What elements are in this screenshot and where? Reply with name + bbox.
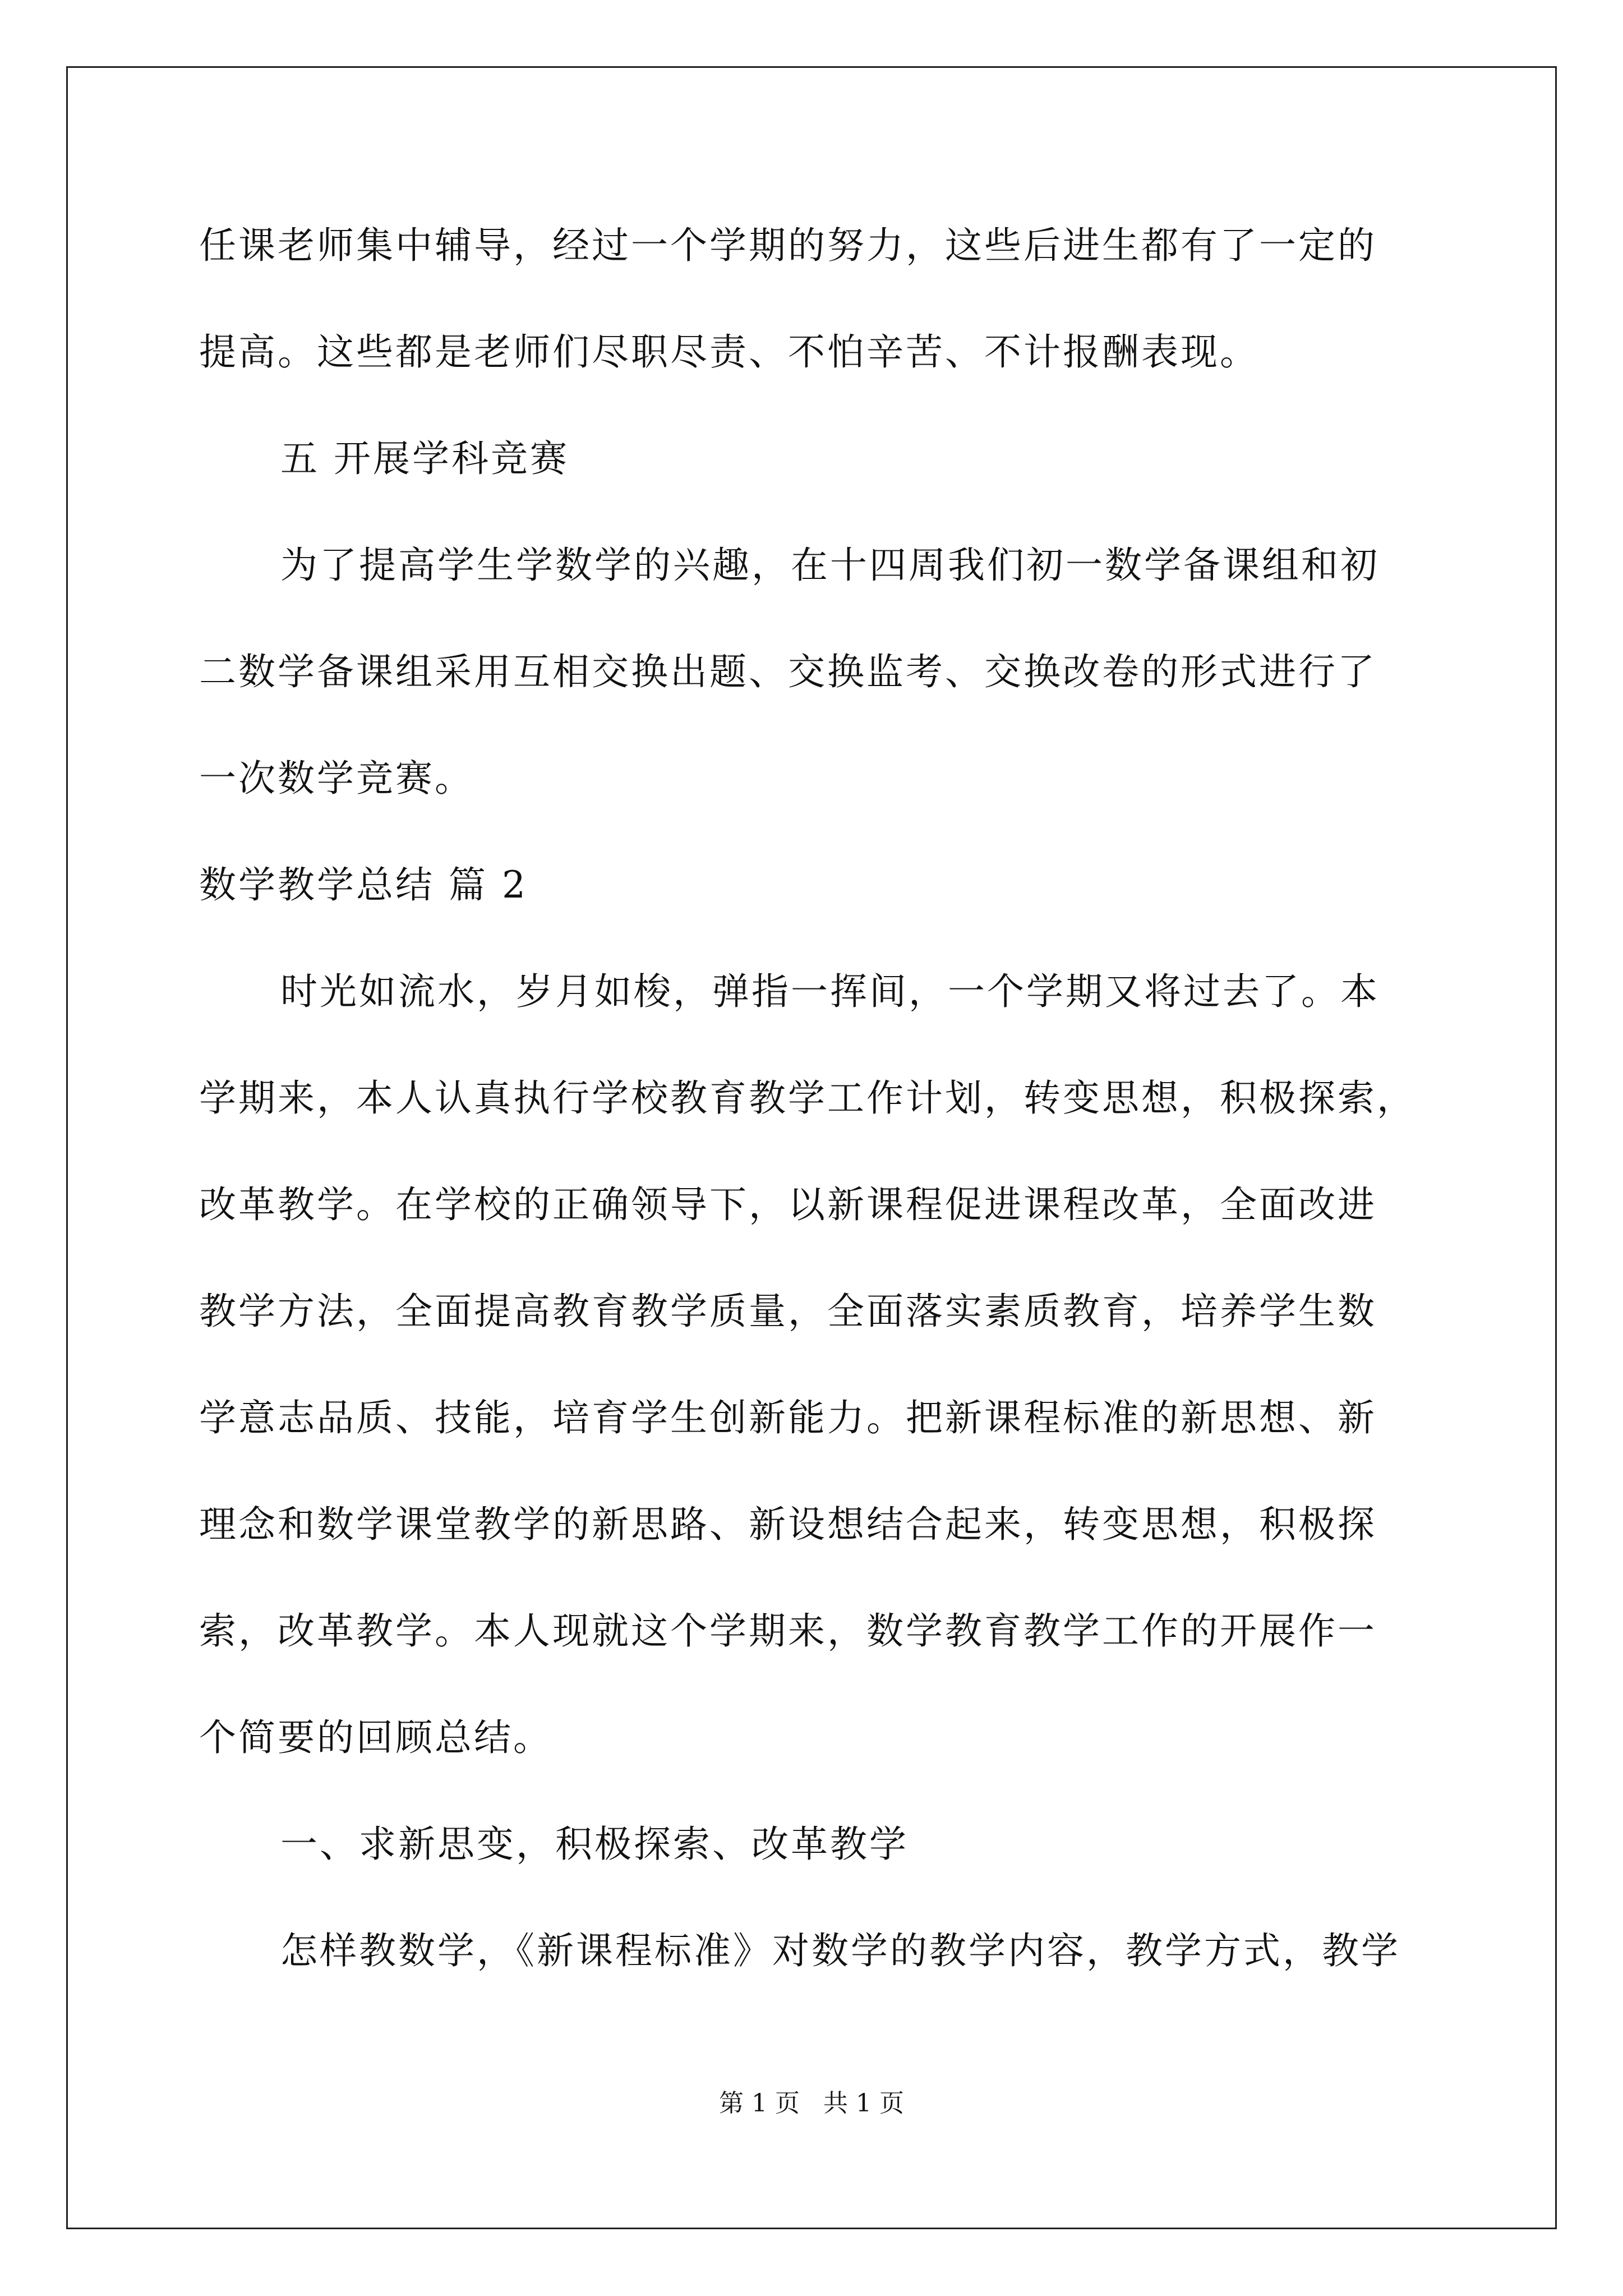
section-heading: 一、求新思变，积极探索、改革教学	[280, 1823, 909, 1866]
paragraph-line: 改革教学。在学校的正确领导下，以新课程促进课程改革，全面改进	[199, 1183, 1377, 1226]
page-footer: 第 1 页 共 1 页	[719, 2089, 904, 2118]
paragraph-line: 怎样教数学，《新课程标准》对数学的教学内容，教学方式，教学	[280, 1929, 1400, 1972]
paragraph-line: 学意志品质、技能，培育学生创新能力。把新课程标准的新思想、新	[199, 1396, 1377, 1439]
paragraph-line: 提高。这些都是老师们尽职尽责、不怕辛苦、不计报酬表现。	[199, 330, 1259, 374]
section-heading: 五 开展学科竞赛	[280, 437, 569, 480]
paragraph-line: 时光如流水，岁月如梭，弹指一挥间，一个学期又将过去了。本	[280, 970, 1380, 1013]
section-title: 数学教学总结 篇 2	[199, 863, 528, 907]
paragraph-line: 教学方法，全面提高教育教学质量，全面落实素质教育，培养学生数	[199, 1290, 1377, 1333]
paragraph-line: 理念和数学课堂教学的新思路、新设想结合起来，转变思想，积极探	[199, 1503, 1377, 1546]
paragraph-line: 一次数学竞赛。	[199, 757, 474, 800]
page-border	[66, 66, 1557, 2229]
paragraph-line: 任课老师集中辅导，经过一个学期的努力，这些后进生都有了一定的	[199, 224, 1377, 267]
paragraph-line: 学期来，本人认真执行学校教育教学工作计划，转变思想，积极探索，	[199, 1076, 1416, 1120]
paragraph-line: 为了提高学生学数学的兴趣，在十四周我们初一数学备课组和初	[280, 544, 1380, 587]
paragraph-line: 二数学备课组采用互相交换出题、交换监考、交换改卷的形式进行了	[199, 650, 1377, 693]
paragraph-line: 索，改革教学。本人现就这个学期来，数学教育教学工作的开展作一	[199, 1609, 1377, 1653]
paragraph-line: 个简要的回顾总结。	[199, 1716, 552, 1759]
